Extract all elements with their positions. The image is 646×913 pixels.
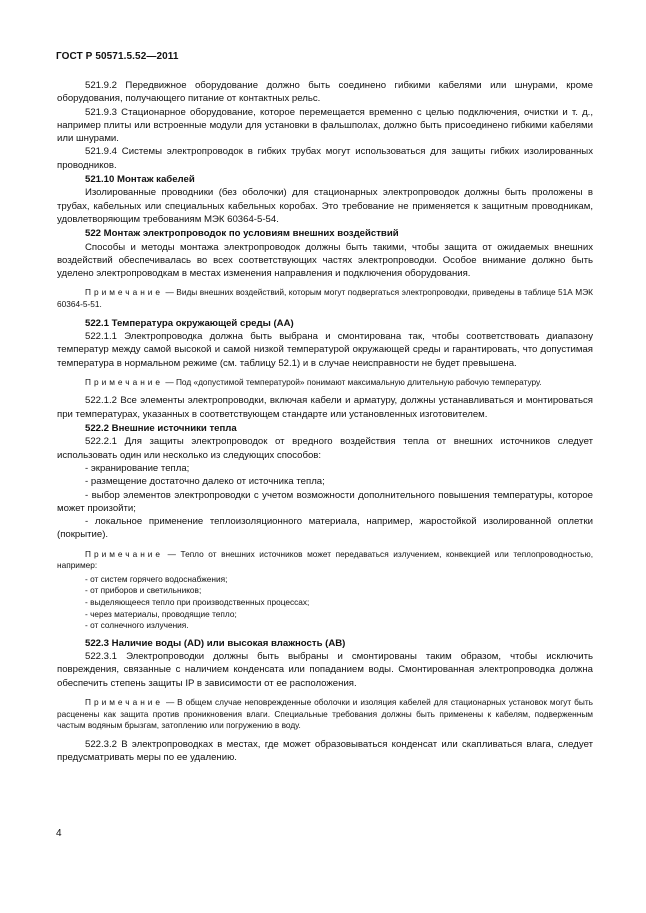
section-heading: 522 Монтаж электропроводок по условиям внешних воздействий [85, 228, 399, 240]
note-list-item: - от систем горячего водоснабжения; [85, 573, 228, 584]
paragraph: 522.1.2 Все элементы электропроводки, включая кабели и арматуру, должны устанавливаться и монтироваться при температурах, указанных в соответствующем стандарте или установленных изготовителем. [57, 395, 593, 420]
document-body [57, 79, 593, 764]
note-list-item: - от приборов и светильников; [85, 585, 202, 596]
note-text: — Тепло от внешних источников может передаваться излучением, конвекцией или теплопроводностью, например: [57, 548, 593, 571]
list-item: - выбор элементов электропроводки с учетом возможности дополнительного повышения температуры, которое может произойти; [57, 489, 593, 514]
note-text: — Под «допустимой температурой» понимают максимальную длительную рабочую температуру. [163, 376, 542, 387]
note-label: Примечание [85, 548, 164, 559]
note-list-item: - от солнечного излучения. [85, 620, 189, 631]
section-heading: 522.2 Внешние источники тепла [85, 423, 237, 435]
note [57, 377, 593, 389]
note-list-item: - через материалы, проводящие тепло; [85, 608, 237, 619]
note-text: — В общем случае неповрежденные оболочки и изоляция кабелей для стационарных установок могут быть расценены как защита против проникновения влаги. Специальные требования должны быть применены к кабелям, подверженным частым водяным брызгам, затоплению или погружению в воду. [57, 697, 593, 731]
page-number: 4 [56, 828, 62, 839]
note-label: Примечание [85, 287, 164, 298]
paragraph: 521.9.2 Передвижное оборудование должно быть соединено гибкими кабелями или шнурами, кроме оборудования, получающего питание от контактных рельс. [57, 80, 593, 105]
note-label: Примечание [85, 697, 164, 708]
note-text: — Виды внешних воздействий, которым могут подвергаться электропроводки, приведены в таблице 51А МЭК 60364-5-51. [57, 287, 593, 310]
paragraph: 522.2.1 Для защиты электропроводок от вредного воздействия тепла от внешних источников следует использовать один или несколько из следующих способов: [57, 436, 593, 461]
paragraph: 521.9.3 Стационарное оборудование, которое перемещается временно с целью подключения, очистки и т. д., например плиты или встроенные модули для установки в фальшполах, должно быть присоединено гибкими кабелями или шнурами. [57, 106, 593, 145]
list-item: - локальное применение теплоизоляционного материала, например, жаростойкой изолированной оплетки (покрытие). [57, 516, 593, 541]
section-heading: 521.10 Монтаж кабелей [85, 174, 195, 186]
paragraph: 522.3.2 В электропроводках в местах, где может образовываться конденсат или скапливаться влага, следует предусматривать меры по ее удалению. [57, 738, 593, 764]
paragraph: Способы и методы монтажа электропроводок должны быть такими, чтобы защита от ожидаемых внешних воздействий обеспечивалась во всех соответствующих частях электропроводки. Особое внимание должно быть уделено электропроводкам в местах изменения направления и подключения оборудования. [57, 241, 593, 280]
note [57, 697, 593, 732]
list-item: - экранирование тепла; [85, 462, 190, 474]
section-heading: 522.1 Температура окружающей среды (АА) [85, 317, 294, 329]
paragraph: Изолированные проводники (без оболочки) для стационарных электропроводок должны быть проложены в трубах, кабельных или специальных кабельных коробах. Это требование не применяется к защитным проводникам, удовлетворяющим требованиям МЭК 60364-5-54. [57, 187, 593, 225]
note-list-item: - выделяющееся тепло при производственных процессах; [85, 597, 310, 608]
paragraph: 522.3.1 Электропроводки должны быть выбраны и смонтированы таким образом, чтобы исключить повреждения, связанные с наличием конденсата или попаданием воды. Смонтированная электропроводка должна обеспечить степень защиты IP в зависимости от ее расположения. [57, 651, 593, 689]
note [57, 287, 593, 310]
document-header: ГОСТ Р 50571.5.52—2011 [56, 51, 179, 62]
list-item: - размещение достаточно далеко от источника тепла; [85, 476, 325, 488]
note-label: Примечание [85, 376, 164, 387]
section-heading: 522.3 Наличие воды (AD) или высокая влажность (АВ) [85, 637, 346, 649]
paragraph: 522.1.1 Электропроводка должна быть выбрана и смонтирована так, чтобы соответствовать диапазону температур между самой высокой и самой низкой температурой окружающей среды и гарантировать, что допустимая температура в нормальном режиме (см. таблицу 52.1) и в случае неисправности не будет превышена. [57, 330, 593, 369]
paragraph: 521.9.4 Системы электропроводок в гибких трубах могут использоваться для защиты гибких изолированных проводников. [57, 146, 593, 171]
note [57, 549, 593, 572]
